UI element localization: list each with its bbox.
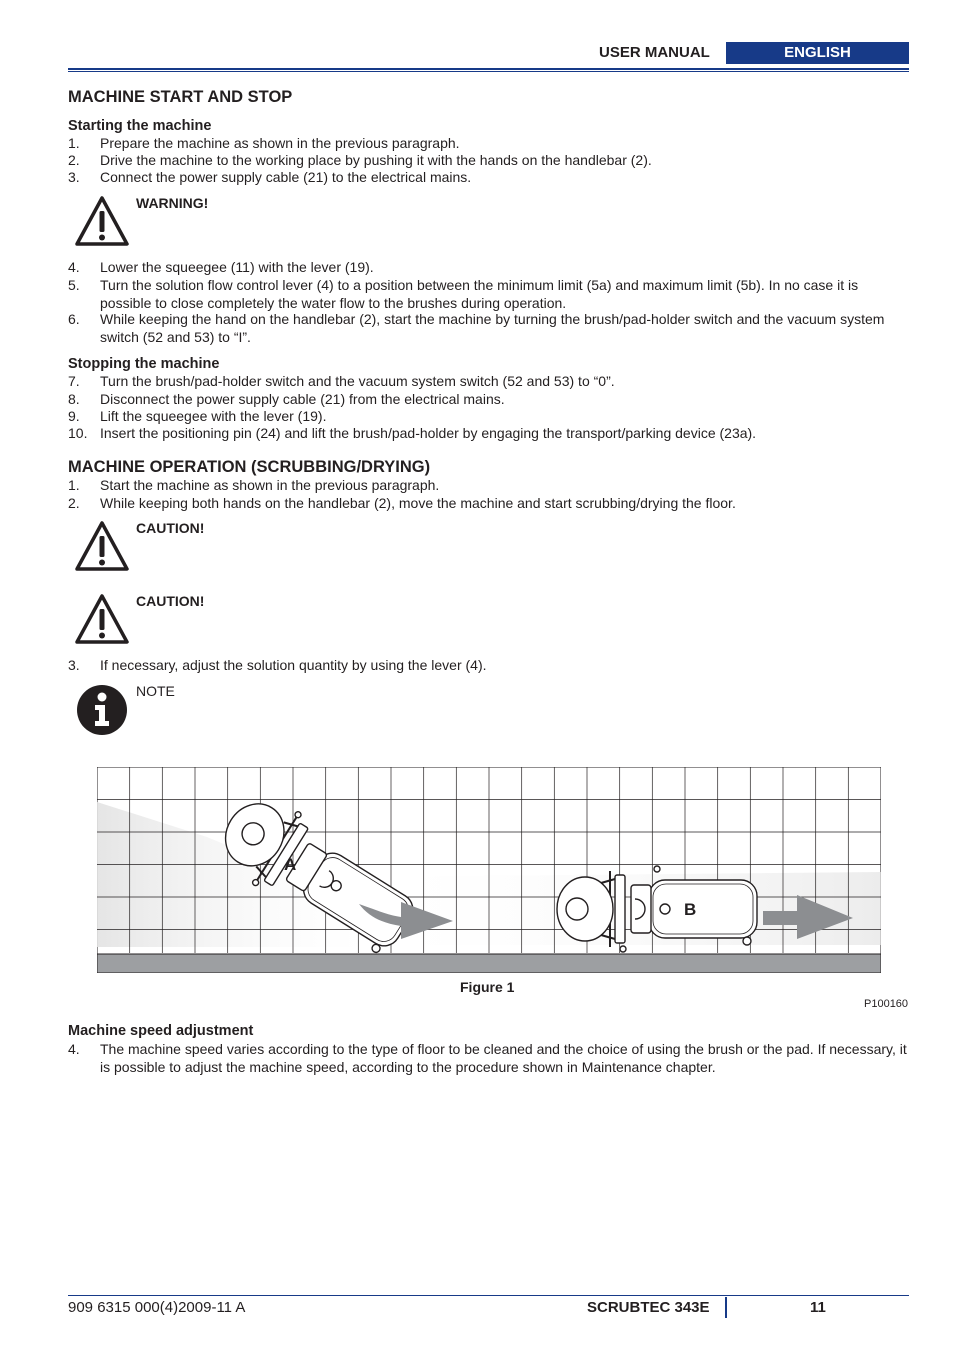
list-number: 6. <box>68 311 80 327</box>
figure-scrubbing-illustration <box>97 767 881 973</box>
list-text: Prepare the machine as shown in the previous paragraph. <box>100 135 460 151</box>
figure-label-a: A <box>284 855 297 874</box>
info-icon <box>76 684 128 736</box>
caution-triangle-icon <box>74 593 130 645</box>
list-text: If necessary, adjust the solution quantity by using the lever (4). <box>100 657 487 673</box>
list-number: 4. <box>68 259 80 275</box>
list-number: 5. <box>68 277 80 293</box>
section-title-start-stop: MACHINE START AND STOP <box>68 88 293 106</box>
list-number: 8. <box>68 391 80 407</box>
subsection-title-starting: Starting the machine <box>68 118 212 134</box>
header-language-badge: ENGLISH <box>726 42 909 64</box>
list-text: Connect the power supply cable (21) to the electrical mains. <box>100 169 472 185</box>
list-text: Turn the brush/pad-holder switch and the vacuum system switch (52 and 53) to “0”. <box>100 373 615 389</box>
list-number: 3. <box>68 169 80 185</box>
caution-label: CAUTION! <box>136 520 205 536</box>
section-title-operation: MACHINE OPERATION (SCRUBBING/DRYING) <box>68 458 431 476</box>
list-text: Start the machine as shown in the previous paragraph. <box>100 477 440 493</box>
list-text: Drive the machine to the working place by pushing it with the hands on the handlebar (2). <box>100 152 652 168</box>
list-text: Turn the solution flow control lever (4) to a position between the minimum limit (5a) and maximum limit (5b). In no case it is possible to close completely the water flow to the brushes during operation. <box>100 277 859 311</box>
list-number: 1. <box>68 477 80 493</box>
list-number: 4. <box>68 1041 80 1057</box>
figure-caption: Figure 1 <box>460 979 515 995</box>
note-label: NOTE <box>136 683 175 699</box>
header-rule-thin <box>68 71 909 72</box>
wall-base <box>97 954 881 973</box>
header-manual-title: USER MANUAL <box>599 44 710 61</box>
list-text: The machine speed varies according to the type of floor to be cleaned and the choice of using the brush or the pad. If necessary, it is possible to adjust the machine speed, according to the procedure shown in Maintenance chapter. <box>100 1041 907 1075</box>
footer-rule <box>68 1295 909 1296</box>
list-number: 2. <box>68 152 80 168</box>
caution-label: CAUTION! <box>136 593 205 609</box>
subsection-title-speed: Machine speed adjustment <box>68 1023 254 1039</box>
header-rule <box>68 68 909 70</box>
list-text: While keeping the hand on the handlebar (2), start the machine by turning the brush/pad-holder switch and the vacuum system switch (52 and 53) to “I”. <box>100 311 885 345</box>
warning-label: WARNING! <box>136 195 209 211</box>
footer-page-number: 11 <box>810 1299 826 1316</box>
subsection-title-stopping: Stopping the machine <box>68 356 220 372</box>
list-text: Insert the positioning pin (24) and lift the brush/pad-holder by engaging the transport/parking device (23a). <box>100 425 757 441</box>
warning-triangle-icon <box>74 195 130 247</box>
list-text: While keeping both hands on the handlebar (2), move the machine and start scrubbing/drying the floor. <box>100 495 736 511</box>
list-number: 7. <box>68 373 80 389</box>
list-text: Lift the squeegee with the lever (19). <box>100 408 327 424</box>
caution-triangle-icon <box>74 520 130 572</box>
list-text: Disconnect the power supply cable (21) from the electrical mains. <box>100 391 505 407</box>
list-number: 2. <box>68 495 80 511</box>
list-number: 1. <box>68 135 80 151</box>
list-number: 10. <box>68 425 88 441</box>
list-number: 9. <box>68 408 80 424</box>
footer-divider <box>725 1297 727 1318</box>
list-text: Lower the squeegee (11) with the lever (19). <box>100 259 374 275</box>
list-number: 3. <box>68 657 80 673</box>
footer-doc-code: 909 6315 000(4)2009-11 A <box>68 1299 246 1316</box>
figure-code: P100160 <box>864 998 909 1010</box>
footer-model-name: SCRUBTEC 343E <box>587 1299 710 1316</box>
figure-label-b: B <box>684 900 697 919</box>
